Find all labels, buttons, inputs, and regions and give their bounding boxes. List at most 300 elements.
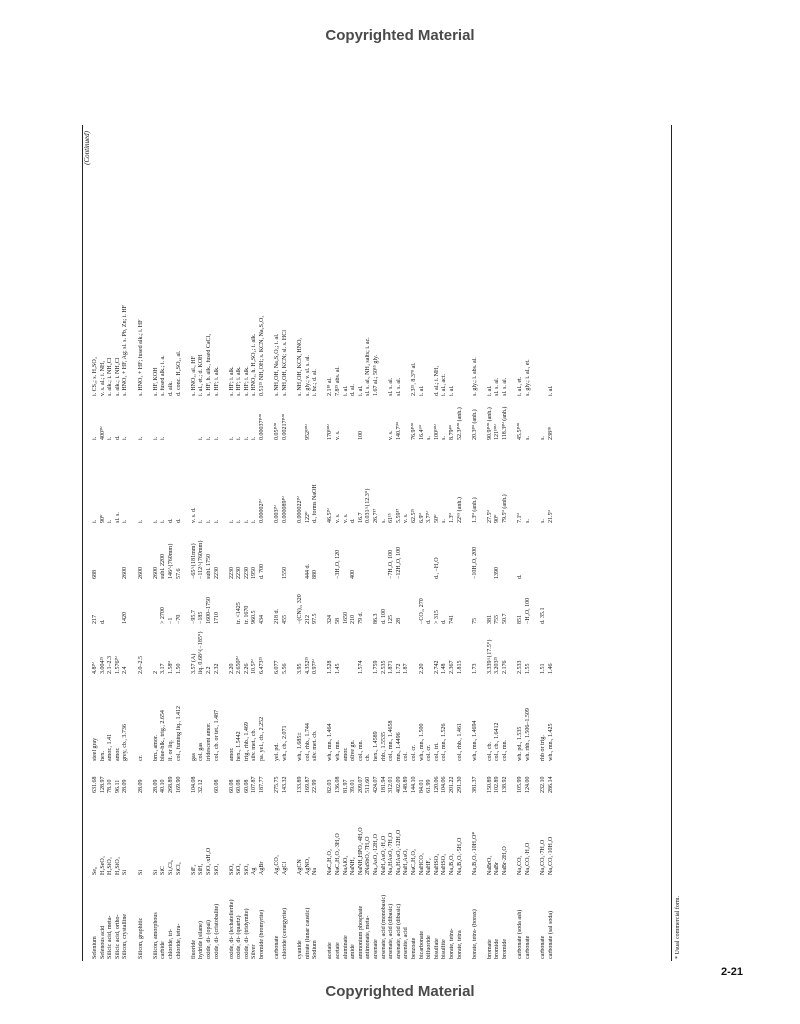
table-cell: 1.3⁰ xyxy=(448,513,455,523)
table-cell: 755 xyxy=(494,615,501,624)
table-row xyxy=(100,127,108,959)
table-cell: i. xyxy=(236,519,243,523)
table-cell: Na xyxy=(312,868,319,875)
table-cell: carbonate xyxy=(524,935,531,959)
table-cell: d. 700 xyxy=(259,564,266,579)
table-cell: sl. s. al. xyxy=(388,377,395,396)
table-cell: wh. pd., 1.535 xyxy=(517,726,524,761)
table-cell: s. xyxy=(441,519,448,523)
table-cell: 1.51 xyxy=(540,663,547,674)
table-cell: 0.003²⁰ xyxy=(274,505,281,523)
table-cell: 511.60 xyxy=(365,776,372,793)
table-cell: s. xyxy=(426,436,433,440)
table-cell: 1.48 xyxy=(441,663,448,674)
table-cell xyxy=(381,523,389,579)
table-cell: Na₂B₄O₇·10H₂O* xyxy=(471,831,478,875)
table-cell: 28 xyxy=(395,618,402,624)
table-cell: 82.03 xyxy=(327,779,334,793)
table-cell: Si xyxy=(137,869,144,875)
table-cell: SiO₂·xH₂O xyxy=(205,847,212,875)
table-cell: AgNO₃ xyxy=(304,856,311,875)
table-cell: sl. s. xyxy=(114,512,121,523)
table-cell: 136.08 xyxy=(335,776,341,793)
table-cell: 2.1–2.3 xyxy=(107,656,114,674)
table-cell: 1.528 xyxy=(327,660,334,674)
table-cell: bisulfite xyxy=(441,939,448,959)
table-cell: 212 xyxy=(304,615,311,624)
table-cell: 2.533 xyxy=(517,660,524,674)
table-cell: Ag xyxy=(251,867,258,875)
table-cell: AgBr xyxy=(259,861,266,875)
table-cell: 0.000022²⁰ xyxy=(297,496,304,523)
table-cell: hex., 1.4589 xyxy=(372,731,379,761)
table-cell: chloride, tri- xyxy=(167,929,174,959)
table-cell xyxy=(297,396,305,440)
table-cell xyxy=(206,761,214,793)
table-cell: v. s. xyxy=(403,513,410,523)
table-cell: H₂SiO₃ xyxy=(107,857,114,875)
table-cell xyxy=(365,396,373,440)
table-cell: d., −H₂O xyxy=(433,557,440,579)
table-cell: amor. xyxy=(114,747,121,761)
table-cell: 434 xyxy=(259,615,266,624)
table-cell: 78.10 xyxy=(107,779,114,793)
table-row xyxy=(517,127,525,959)
table-cell: s. xyxy=(524,519,531,523)
table-cell: 218 d. xyxy=(274,609,281,624)
table-cell: silv. met. cb. xyxy=(312,730,319,761)
table-cell: 631.68 xyxy=(92,776,98,793)
table-cell: i. bz.; d. al. xyxy=(312,369,319,396)
table-cell: Na₂CO₃ xyxy=(517,855,524,875)
table-cell xyxy=(457,523,465,579)
table-cell: 2.4 xyxy=(122,666,129,674)
table-cell xyxy=(373,523,381,579)
table-cell: i. al. xyxy=(342,385,349,396)
table-cell: 84.01 xyxy=(418,779,425,793)
table-cell: 2600 xyxy=(152,567,159,579)
table-cell: i. al., et.; d. KOH xyxy=(198,354,205,396)
table-row xyxy=(160,127,168,959)
table-cell: col., cb., 1.6412 xyxy=(494,722,501,761)
table-cell: 0.00217¹⁰⁰ xyxy=(281,413,288,440)
table-cell: 60.08 xyxy=(213,779,220,793)
table-cell: sl. s. al. xyxy=(502,377,509,396)
table-cell: s. HF; i. alk. xyxy=(213,366,220,396)
table-cell: 16.4⁶⁰ xyxy=(418,425,425,440)
table-row xyxy=(487,127,495,959)
table-cell: −95.7 xyxy=(190,610,197,624)
table-row xyxy=(494,127,502,959)
table-cell: arsenate, acid (dibasic) xyxy=(388,903,395,959)
table-cell: hydride (silane) xyxy=(198,921,205,959)
table-cell: > 315 xyxy=(433,610,440,624)
table-cell xyxy=(426,624,434,674)
table-cell: NaC₇H₅O₂ xyxy=(410,849,417,875)
table-cell: NaHSO₃ xyxy=(441,853,448,875)
table-cell: 0.05¹⁰⁰ xyxy=(274,422,281,440)
table-cell: 3.004²⁵ xyxy=(99,656,106,674)
table-cell: carbide xyxy=(160,941,167,959)
table-cell xyxy=(457,127,465,396)
table-cell: hex., 1.5442 xyxy=(236,731,243,761)
table-row xyxy=(343,127,351,959)
table-cell: 381 xyxy=(486,615,493,624)
table-cell: i. xyxy=(213,519,220,523)
table-cell: 7.8²⁵ abs. al. xyxy=(335,366,341,396)
table-cell xyxy=(107,579,115,624)
table-cell: 120.06 xyxy=(433,776,440,793)
table-cell: 20.3⁸⁰ (anh.) xyxy=(471,409,478,440)
table-cell xyxy=(107,523,115,579)
table-cell: s. NH₄OH, Na₂S₂O₃; i. al. xyxy=(274,333,281,396)
table-cell: d. xyxy=(426,619,433,624)
table-cell: i. xyxy=(228,436,235,440)
table-cell: 45.5¹⁰⁰ xyxy=(517,422,524,440)
table-cell: col., cb. xyxy=(486,742,493,761)
table-cell: i. xyxy=(107,519,114,523)
table-cell: Ag₂CO₃ xyxy=(274,855,281,875)
table-cell: SiF₄ xyxy=(190,864,197,875)
table-cell: 32.12 xyxy=(198,779,205,793)
table-row xyxy=(350,127,358,959)
table-cell: i. xyxy=(152,519,159,523)
table-cell: 39.01 xyxy=(350,779,357,793)
rotated-table-frame xyxy=(82,125,712,961)
table-cell: 209.07 xyxy=(357,776,364,793)
table-cell: sl. s. al., NH₄ salts; i. ac. xyxy=(365,337,372,396)
table-cell: 187.77 xyxy=(259,776,266,793)
table-cell: 1.871 xyxy=(388,660,395,674)
bottom-rule xyxy=(671,125,672,961)
table-cell: 5.56 xyxy=(281,663,288,674)
table-cell: 238³⁸ xyxy=(547,427,554,440)
table-cell: 57.6 xyxy=(175,568,182,579)
table-cell: 268.89 xyxy=(167,776,174,793)
table-cell: bisulfate xyxy=(433,938,440,959)
table-cell: col. cr. xyxy=(410,744,417,761)
table-cell: rhb or trig. xyxy=(540,735,547,761)
table-cell xyxy=(297,523,305,579)
table-cell: s. xyxy=(524,436,531,440)
table-cell: amor., 1.41 xyxy=(107,734,114,761)
table-cell xyxy=(403,127,411,396)
table-cell xyxy=(358,523,366,579)
table-cell: blue-blk., trig., 2.654 xyxy=(160,710,167,761)
table-cell: s. gly.; i. al., et. xyxy=(524,359,531,396)
table-cell: SiH₄ xyxy=(198,863,205,875)
table-cell: i. al., et. xyxy=(517,376,524,396)
table-cell: s. xyxy=(380,519,387,523)
table-cell: amor. xyxy=(342,747,349,761)
table-cell: 16.7 xyxy=(357,512,364,523)
table-cell: 50.7 xyxy=(502,613,509,624)
table-cell: 880 xyxy=(312,570,319,579)
table-row xyxy=(259,127,267,959)
table-cell: 1600–1750 xyxy=(205,597,212,624)
table-cell: 79.5⁰ (anh.) xyxy=(502,494,509,523)
table-cell: 210 xyxy=(350,615,357,624)
table-cell: iridescent amor. xyxy=(205,722,212,761)
table-cell: gas xyxy=(190,753,197,761)
table-cell: SiO₂ xyxy=(213,863,220,875)
table-cell: 2.367 xyxy=(448,660,455,674)
table-cell: 2 xyxy=(152,671,159,674)
table-cell: 61.99 xyxy=(426,779,433,793)
table-cell: 140.7⁹⁰ xyxy=(395,422,402,440)
table-cell: 741 xyxy=(448,615,455,624)
table-cell: lf. or liq. xyxy=(167,740,174,761)
table-cell xyxy=(343,396,351,440)
table-cell: i. xyxy=(122,519,129,523)
table-cell: 146^{760mm} xyxy=(167,543,174,579)
table-cell: s. HNO₃ + HF; fused alk.; i. HF xyxy=(137,319,144,396)
table-cell xyxy=(343,624,351,674)
table-cell xyxy=(373,396,381,440)
table-cell xyxy=(327,523,335,579)
table-cell: d. xyxy=(350,518,357,523)
table-cell xyxy=(381,396,389,440)
table-cell: −12H₂O, 100 xyxy=(395,546,402,579)
table-cell: 1.72 xyxy=(395,663,402,674)
table-cell: 100 xyxy=(357,431,364,440)
table-cell: 79 d. xyxy=(357,612,364,624)
table-cell: i. al. xyxy=(486,385,493,396)
table-cell: 2600 xyxy=(122,567,129,579)
table-cell: 1.73 xyxy=(471,663,478,674)
table-cell: tr. <1425 xyxy=(236,602,243,624)
table-cell: 28.09 xyxy=(137,779,144,793)
table-cell: 0.51²⁵ NH₄OH; s. KCN, Na₂S₂O₃ xyxy=(259,315,266,396)
table-cell: 952¹⁰⁰ xyxy=(304,424,311,440)
table-cell: carbonate (soda ash) xyxy=(517,909,524,959)
table-cell: 444 d. xyxy=(304,564,311,579)
table-cell: Silver xyxy=(251,944,258,959)
table-row xyxy=(457,127,465,959)
table-cell: v. s. xyxy=(388,430,395,440)
table-cell: ch. xyxy=(365,753,372,761)
table-cell: carbonate xyxy=(540,935,547,959)
table-cell: i. al. xyxy=(418,385,425,396)
table-cell: H₂SeO₃ xyxy=(99,856,106,875)
table-cell: 2230 xyxy=(243,567,250,579)
table-cell: 2.20 xyxy=(228,663,235,674)
table-cell: s. HF, h. alk., fused CaCl₂ xyxy=(205,333,212,396)
table-cell: 60.08 xyxy=(243,779,250,793)
table-cell: Na₂CO₃·H₂O xyxy=(524,842,531,875)
table-cell: 97.5 xyxy=(312,613,319,624)
table-cell: 1550 xyxy=(281,567,288,579)
table-cell: borate, tetra xyxy=(456,930,463,959)
table-cell: col., rhb., 1.461 xyxy=(456,723,463,761)
table-cell: 2.535 xyxy=(380,660,387,674)
table-cell: 0.97²⁰ xyxy=(312,659,319,674)
table-cell: steel gray xyxy=(92,737,98,761)
table-row xyxy=(327,127,335,959)
table-cell: 6.077 xyxy=(274,660,281,674)
table-row xyxy=(206,127,214,959)
table-cell: antimonate, meta- xyxy=(365,915,372,959)
footnote: * Usual commercial form. xyxy=(675,896,681,959)
table-cell: 0.00002²⁰ xyxy=(259,499,266,523)
table-cell: 170¹⁰⁰ xyxy=(327,424,334,440)
table-cell xyxy=(441,523,449,579)
table-cell: 3.339^{17.5°} xyxy=(486,639,493,674)
table-cell: 1.815 xyxy=(456,660,463,674)
table-cell: col., fuming liq., 1.412 xyxy=(175,706,182,761)
table-cell: 28.09 xyxy=(152,779,159,793)
table-cell: v. s. xyxy=(342,513,349,523)
table-cell: H₄SiO₄ xyxy=(114,857,121,875)
table-row xyxy=(472,127,480,959)
table-cell: NaH₂AsO₃ xyxy=(403,848,410,875)
table-cell: 81.97 xyxy=(342,779,349,793)
table-cell: mn., 1.4496 xyxy=(395,732,402,761)
table-cell: d. al.; i. NH₃ xyxy=(433,365,440,396)
table-cell: Selenous acid xyxy=(99,925,106,959)
table-cell: i. xyxy=(198,436,205,440)
table-cell: s. HNO₃ + HF, Ag; sl. s. Pb, Zn; i. HF xyxy=(122,304,129,396)
table-cell xyxy=(426,127,434,396)
table-cell: SiO₂ xyxy=(228,863,235,875)
table-cell: 133.89 xyxy=(297,776,304,793)
data-table xyxy=(92,127,555,959)
table-cell: Selenium xyxy=(92,936,98,959)
table-cell: 3.57 (A) xyxy=(190,653,197,674)
table-cell: col., mn., 1.526 xyxy=(441,723,448,761)
table-row xyxy=(312,127,320,959)
table-cell: 169.87 xyxy=(304,776,311,793)
table-cell: NaAlO₂ xyxy=(342,855,349,875)
table-cell: i. xyxy=(137,436,144,440)
table-row xyxy=(373,127,381,959)
table-cell xyxy=(191,396,199,440)
table-cell xyxy=(525,523,533,579)
table-cell: hex. xyxy=(99,750,106,761)
table-cell: 2.3²⁵, 8.3⁷⁸ al. xyxy=(410,362,417,396)
table-cell: wh. rhb., 1.506–1.509 xyxy=(524,708,531,761)
table-cell: 1.87 xyxy=(403,663,410,674)
table-cell: i. xyxy=(228,519,235,523)
table-cell: Si₂Cl₆ xyxy=(167,860,174,875)
table-cell: AgCN xyxy=(297,859,304,875)
table-cell: 104.06 xyxy=(441,776,448,793)
table-cell: 2.1¹⁸ al. xyxy=(327,377,334,396)
table-cell: 2NaSbO₃·7H₂O xyxy=(365,836,372,875)
table-cell: Na₂HAsO₄·12H₂O xyxy=(395,829,402,875)
table-cell xyxy=(343,523,351,579)
table-cell: NaH₂AsO₄·H₂O xyxy=(380,835,387,875)
table-cell: 2.26 xyxy=(243,663,250,674)
table-cell: silv. met., cb. xyxy=(251,729,258,761)
table-cell xyxy=(548,579,556,624)
table-cell: 312.01 xyxy=(388,776,395,793)
table-cell: 27.5⁰ xyxy=(486,510,493,523)
table-cell: col. cr. xyxy=(426,744,433,761)
table-cell: 1.3⁰ (anh.) xyxy=(471,497,478,523)
table-cell: carbonate (sal soda) xyxy=(547,911,554,959)
table-cell: trig., rhb., 1.469 xyxy=(243,722,250,761)
table-cell: 381.37 xyxy=(471,776,478,793)
table-cell: oxide, di- (lechatelierite) xyxy=(228,899,235,959)
table-row xyxy=(426,127,434,959)
table-row xyxy=(92,127,100,959)
table-cell: −112^{760mm} xyxy=(198,539,205,579)
table-cell: Na₂B₄O₇·5H₂O xyxy=(456,837,463,875)
table-cell: 402.09 xyxy=(395,776,402,793)
table-cell: Si xyxy=(152,869,159,875)
table-cell: nitrate (lunar caustic) xyxy=(304,907,311,959)
table-cell: −70 xyxy=(175,614,182,624)
table-cell: i. xyxy=(243,436,250,440)
table-cell: 10.5²⁰ xyxy=(251,659,258,674)
table-cell xyxy=(274,523,282,579)
table-cell: bicarbonate xyxy=(418,931,425,959)
table-cell xyxy=(100,523,108,579)
table-cell: NaBr xyxy=(494,862,501,875)
table-cell: i. al. xyxy=(448,385,455,396)
table-cell: 291.30 xyxy=(456,776,463,793)
table-cell: i. xyxy=(160,519,167,523)
table-cell: NaBr·2H₂O xyxy=(502,846,509,875)
table-cell: 128.97 xyxy=(99,776,106,793)
table-cell: 1.50 xyxy=(175,663,182,674)
table-cell: 143.32 xyxy=(281,776,288,793)
table-cell: v. s. d. xyxy=(190,507,197,523)
table-cell: 1390 xyxy=(494,567,501,579)
table-cell: col., mn., 1.4658 xyxy=(388,720,395,761)
table-cell: 1.67 al.; 50¹⁵ gly. xyxy=(372,354,379,396)
table-cell: 232.10 xyxy=(540,776,547,793)
table-cell: 125 xyxy=(388,615,395,624)
table-cell: d. xyxy=(175,518,182,523)
table-cell: 2.32 xyxy=(213,663,220,674)
table-cell: 0.031^{12.3°} xyxy=(365,488,372,523)
table-cell: 1.45 xyxy=(335,663,341,674)
table-cell: 22⁶⁵ (anh.) xyxy=(456,497,463,523)
table-cell: NaHSO₄ xyxy=(433,853,440,875)
table-cell: Si xyxy=(122,869,129,875)
table-cell: wh., cb., 2.071 xyxy=(281,725,288,761)
table-cell: 4.8²⁰ xyxy=(92,662,98,674)
table-row xyxy=(381,127,389,959)
table-cell: 102.89 xyxy=(494,776,501,793)
table-cell: 0.00037¹⁰⁰ xyxy=(259,413,266,440)
table-cell: 1950 xyxy=(251,567,258,579)
top-rule xyxy=(82,125,83,961)
table-cell: 8.79⁴⁰ xyxy=(448,425,455,440)
table-cell: arsenate, acid (dibasic) xyxy=(395,903,402,959)
table-cell: Sodium xyxy=(312,940,319,959)
table-cell: Na₂CO₃·7H₂O xyxy=(540,839,547,875)
table-cell: col., cb. or tet., 1.487 xyxy=(213,710,220,761)
table-cell: SiCl₄ xyxy=(175,862,182,875)
continued-label: (Continued) xyxy=(83,131,91,165)
table-cell xyxy=(457,579,465,624)
table-cell: s. HF, KOH xyxy=(152,367,159,396)
table-cell: NaNH₂ xyxy=(350,857,357,875)
table-cell xyxy=(350,624,358,674)
table-cell: 107.87 xyxy=(251,776,258,793)
table-cell: i. xyxy=(137,519,144,523)
table-cell: NaBrO₃ xyxy=(486,855,493,875)
table-cell: i. xyxy=(251,436,258,440)
table-cell: s. alk.; i. NH₄Cl xyxy=(114,357,121,396)
table-cell: s. fused alk.; i. a. xyxy=(160,355,167,396)
table-cell: 104.08 xyxy=(190,776,197,793)
table-row xyxy=(198,127,206,959)
table-cell: col., mn. xyxy=(502,740,509,761)
